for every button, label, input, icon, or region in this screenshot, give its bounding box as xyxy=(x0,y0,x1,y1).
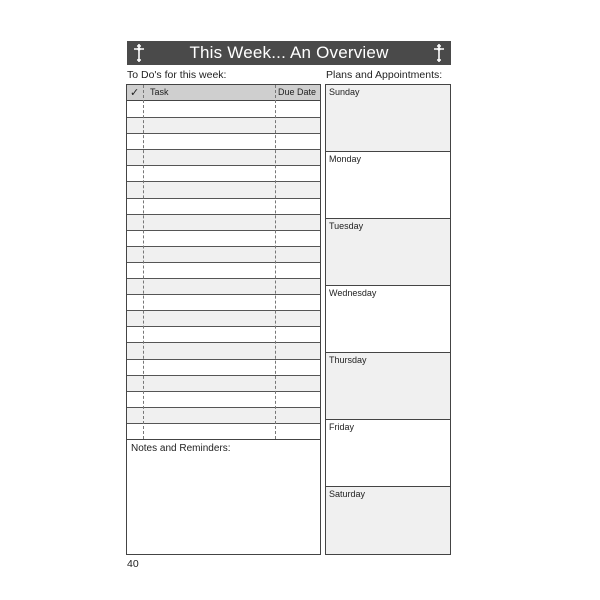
day-box-tuesday[interactable] xyxy=(326,219,450,286)
day-box-sunday[interactable] xyxy=(326,85,450,152)
row-divider xyxy=(127,262,320,263)
row-divider xyxy=(127,149,320,150)
row-divider xyxy=(127,117,320,118)
row-divider xyxy=(127,278,320,279)
row-divider xyxy=(127,214,320,215)
row-divider xyxy=(127,294,320,295)
todo-row[interactable] xyxy=(127,375,320,391)
page-title: This Week... An Overview xyxy=(189,43,389,62)
todo-row[interactable] xyxy=(127,391,320,407)
row-divider xyxy=(127,230,320,231)
checkmark-icon: ✓ xyxy=(130,87,140,99)
row-divider xyxy=(127,407,320,408)
page-title-bar xyxy=(127,41,451,65)
todo-row[interactable] xyxy=(127,198,320,214)
day-label: Thursday xyxy=(329,355,367,365)
day-label: Tuesday xyxy=(329,221,364,231)
row-divider xyxy=(127,342,320,343)
todo-row[interactable] xyxy=(127,101,320,117)
due-date-column-header: Due Date xyxy=(278,87,317,97)
day-box-monday[interactable] xyxy=(326,152,450,219)
todo-section-label: To Do's for this week: xyxy=(127,69,227,81)
todo-row[interactable] xyxy=(127,230,320,246)
todo-row[interactable] xyxy=(127,149,320,165)
row-divider xyxy=(127,359,320,360)
row-divider xyxy=(127,423,320,424)
todo-row[interactable] xyxy=(127,359,320,375)
todo-row[interactable] xyxy=(127,310,320,326)
cross-icon xyxy=(131,43,147,63)
row-divider xyxy=(127,391,320,392)
row-divider xyxy=(127,181,320,182)
todo-row[interactable] xyxy=(127,278,320,294)
plans-section-label: Plans and Appointments: xyxy=(326,69,443,81)
row-divider xyxy=(127,246,320,247)
day-label: Sunday xyxy=(329,87,360,97)
task-column-header: Task xyxy=(150,87,169,97)
todo-row[interactable] xyxy=(127,407,320,423)
day-box-wednesday[interactable] xyxy=(326,286,450,353)
day-box-thursday[interactable] xyxy=(326,353,450,420)
row-divider xyxy=(127,165,320,166)
todo-row[interactable] xyxy=(127,214,320,230)
day-label: Saturday xyxy=(329,489,366,499)
row-divider xyxy=(127,133,320,134)
page-number: 40 xyxy=(127,558,139,570)
todo-row[interactable] xyxy=(127,342,320,358)
day-label: Wednesday xyxy=(329,288,377,298)
todo-row[interactable] xyxy=(127,326,320,342)
cross-icon xyxy=(431,43,447,63)
todo-table xyxy=(126,84,321,440)
todo-row[interactable] xyxy=(127,133,320,149)
todo-row[interactable] xyxy=(127,423,320,439)
day-label: Friday xyxy=(329,422,355,432)
day-box-friday[interactable] xyxy=(326,420,450,487)
row-divider xyxy=(127,375,320,376)
row-divider xyxy=(127,310,320,311)
todo-row[interactable] xyxy=(127,117,320,133)
todo-row[interactable] xyxy=(127,181,320,197)
notes-label: Notes and Reminders: xyxy=(131,443,231,454)
notes-box[interactable] xyxy=(126,440,321,555)
plans-box xyxy=(325,84,451,555)
row-divider xyxy=(127,198,320,199)
check-column-divider xyxy=(143,85,144,439)
day-box-saturday[interactable] xyxy=(326,487,450,554)
todo-row[interactable] xyxy=(127,294,320,310)
row-divider xyxy=(127,326,320,327)
todo-row[interactable] xyxy=(127,262,320,278)
day-label: Monday xyxy=(329,154,362,164)
due-column-divider xyxy=(275,85,276,439)
todo-header xyxy=(127,85,320,101)
todo-row[interactable] xyxy=(127,165,320,181)
todo-row[interactable] xyxy=(127,246,320,262)
